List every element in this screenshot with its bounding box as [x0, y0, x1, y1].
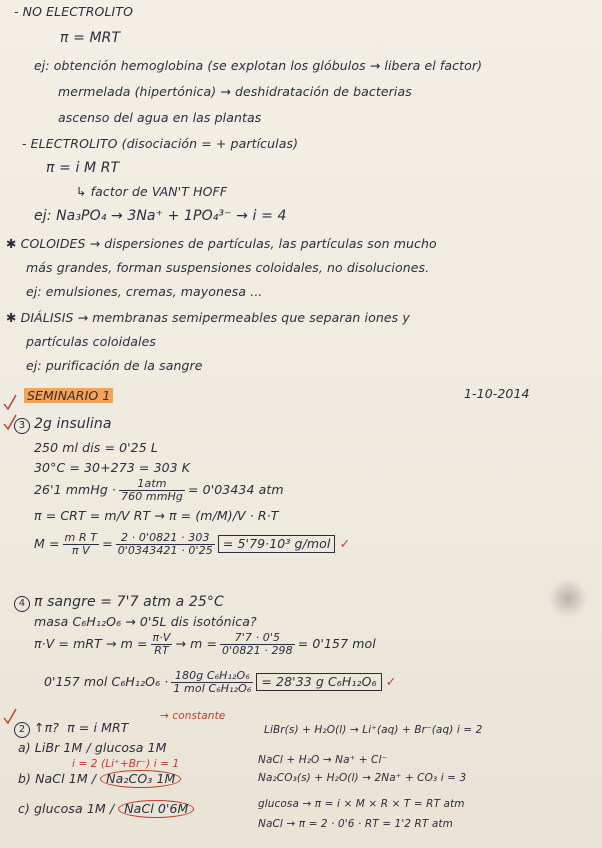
text-line: ej: obtención hemoglobina (se explotan los glóbulos → libera el factor)	[34, 58, 483, 73]
problem-4-statement: 4 π sangre = 7'7 atm a 25°C	[14, 594, 224, 612]
calc-glucosa: glucosa → π = i × M × R × T = RT atm	[258, 798, 465, 810]
problem-3-statement: 3 2g insulina	[14, 416, 112, 434]
option-a: a) LiBr 1M / glucosa 1M	[18, 740, 167, 755]
grams-conversion: 0'157 mol C₆H₁₂O₆ · $\frac{\text{180g C₆H₁₂O₆}}{\text{1 mol C₆H₁₂O₆}}$ = 28'33 g C₆H₁₂O₆ ✓	[44, 669, 397, 695]
problem-2-statement: 2 ↑π? π = i MRT	[14, 720, 129, 738]
heading-electrolito: - ELECTROLITO (disociación = + partículas)	[22, 136, 299, 151]
text-line: partículas coloidales	[26, 334, 157, 349]
option-a-note: i = 2 (Li⁺+Br⁻) i = 1	[72, 758, 180, 770]
annotation-constante: → constante	[160, 710, 226, 722]
text-line: más grandes, forman suspensiones coloidales, no disoluciones.	[26, 260, 430, 275]
check-icon	[2, 392, 18, 412]
reaction-libr: LiBr(s) + H₂O(l) → Li⁺(aq) + Br⁻(aq) i = 2	[264, 724, 483, 736]
example-na3po4: ej: Na₃PO₄ → 3Na⁺ + 1PO₄³⁻ → i = 4	[34, 208, 287, 224]
text-line: 250 ml dis = 0'25 L	[34, 440, 158, 455]
text-line: masa C₆H₁₂O₆ → 0'5L dis isotónica?	[34, 614, 257, 629]
mass-calc: π·V = mRT → m = $\frac{\pi\cdot V}{RT}$ → m = $\frac{7'7 \cdot 0'5}{0'0821 \cdot 298}$ = 0'157 mol	[34, 631, 376, 657]
text-line: ↳ factor de VAN'T HOFF	[76, 184, 228, 199]
text-line: ascenso del agua en las plantas	[58, 110, 262, 125]
molar-mass-calc: M = $\frac{\text{m R T}}{\text{π V}}$ = $\frac{2 \cdot 0'0821 \cdot 303}{0'0343421 \cdot 0'25}$ = 5'79·10³ g/mol ✓	[34, 531, 351, 557]
text-dialisis: ✱ DIÁLISIS → membranas semipermeables que separan iones y	[6, 310, 410, 325]
text-line: 30°C = 30+273 = 303 K	[34, 460, 191, 475]
option-b: b) NaCl 1M / Na₂CO₃ 1M	[18, 770, 181, 788]
formula-pi-imrt: π = i M RT	[46, 160, 120, 176]
seminar-date: 1-10-2014	[464, 386, 530, 401]
osmotic-formula: π = CRT = m/V RT → π = (m/M)/V · R·T	[34, 508, 279, 523]
calc-nacl: NaCl → π = 2 · 0'6 · RT = 1'2 RT atm	[258, 818, 453, 830]
text-coloides: ✱ COLOIDES → dispersiones de partículas, las partículas son mucho	[6, 236, 437, 251]
reaction-nacl: NaCl + H₂O → Na⁺ + Cl⁻	[258, 754, 388, 766]
text-line: ej: purificación de la sangre	[26, 358, 203, 373]
option-c: c) glucosa 1M / NaCl 0'6M	[18, 800, 194, 818]
formula-pi-mrt: π = MRT	[60, 30, 121, 46]
heading-no-electrolito: - NO ELECTROLITO	[14, 4, 134, 19]
reaction-na2co3: Na₂CO₃(s) + H₂O(l) → 2Na⁺ + CO₃ i = 3	[258, 772, 467, 784]
text-line: ej: emulsiones, cremas, mayonesa ...	[26, 284, 263, 299]
text-line: mermelada (hipertónica) → deshidratación de bacterias	[58, 84, 412, 99]
pressure-conversion: 26'1 mmHg · $\frac{\text{1atm}}{\text{760 mmHg}}$ = 0'03434 atm	[34, 477, 284, 503]
seminar-title: SEMINARIO 1	[24, 388, 113, 404]
ink-smudge	[548, 578, 588, 618]
